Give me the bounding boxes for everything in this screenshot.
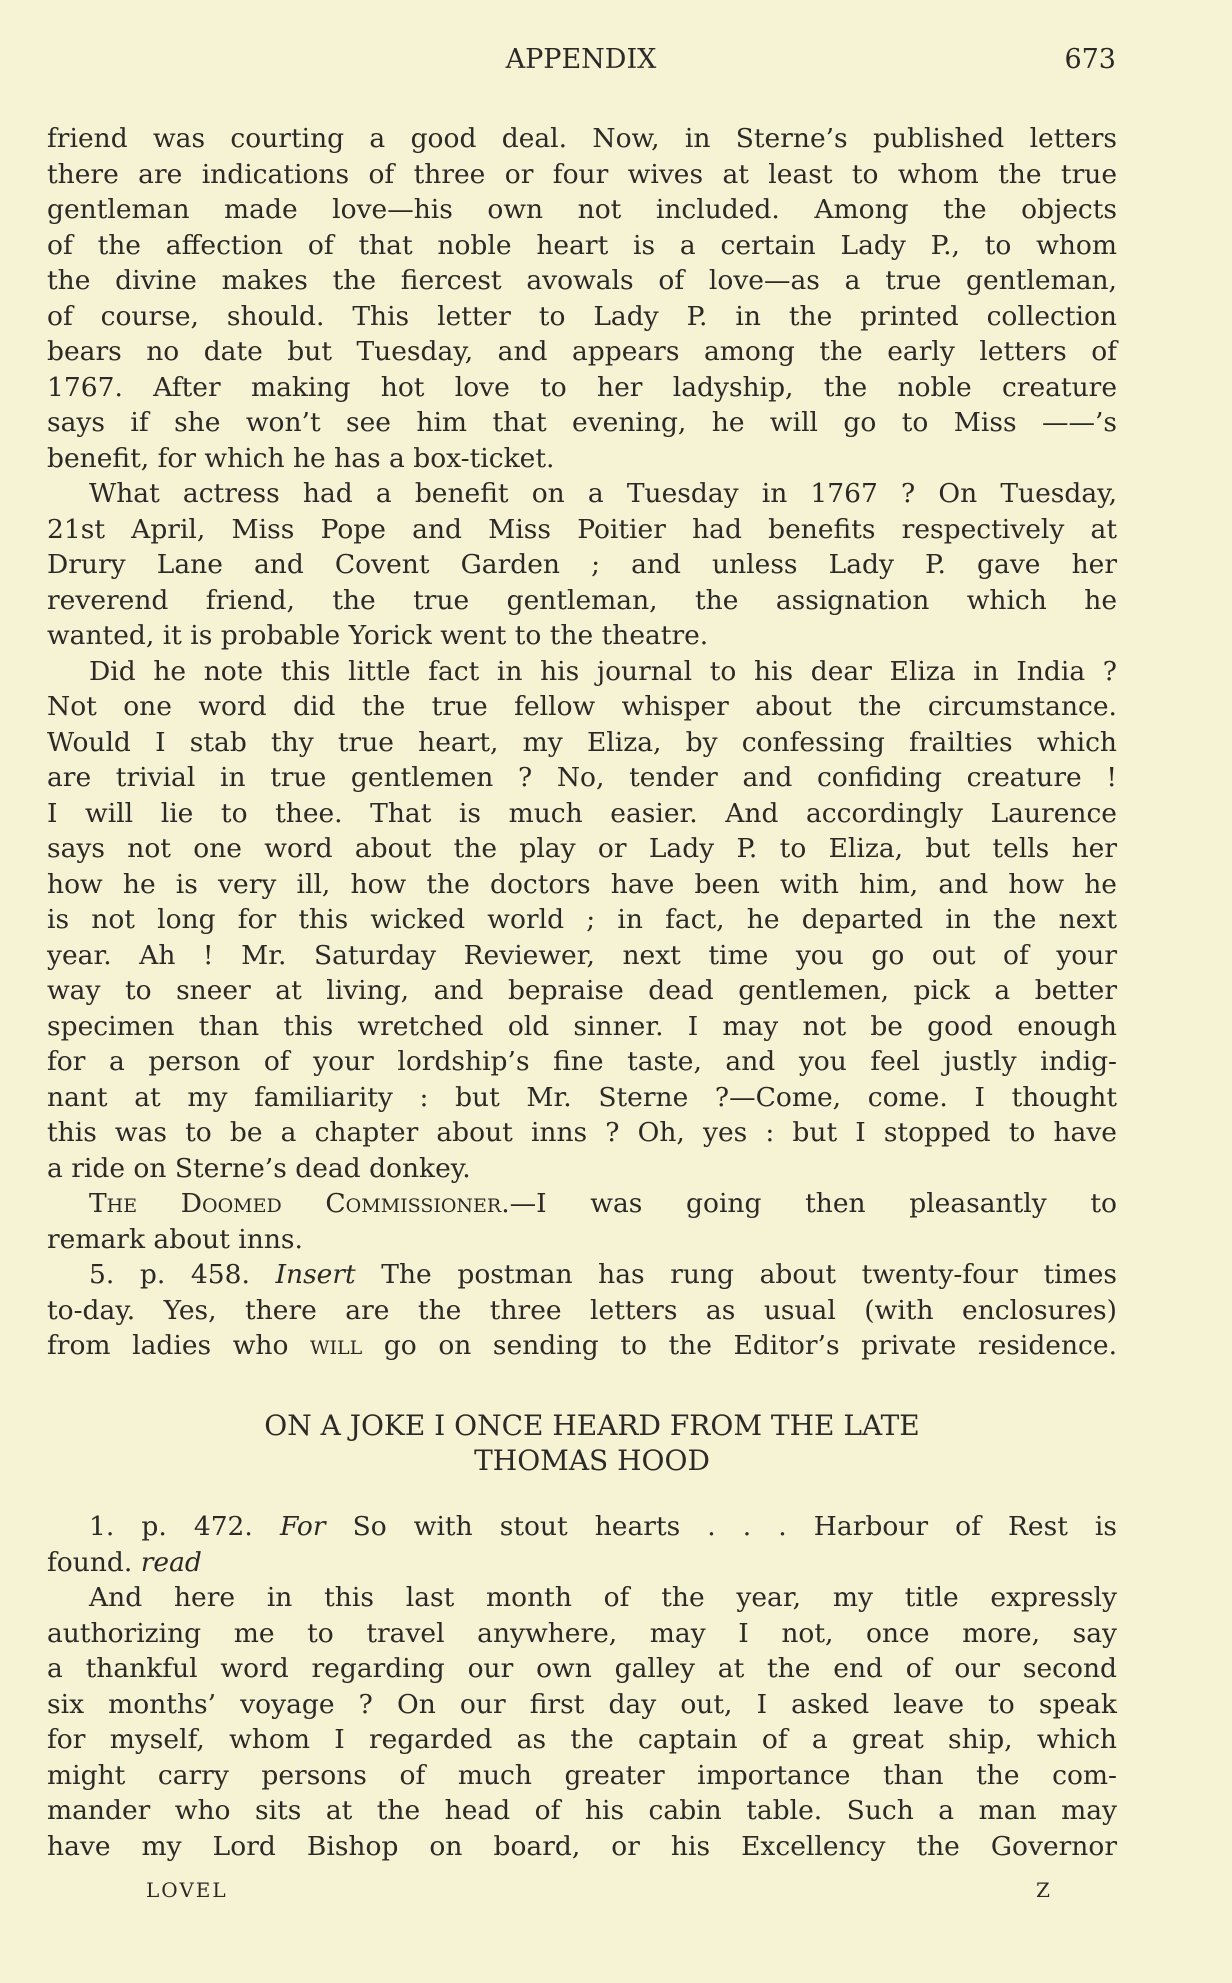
text-segment: I will lie to thee. That is much easier. And accordingly Laurence xyxy=(47,797,1117,829)
text-line xyxy=(47,299,1117,335)
text-line xyxy=(47,1009,1117,1045)
text-line xyxy=(47,618,1117,654)
text-segment: of course, should. This letter to Lady P. in the printed collection xyxy=(47,300,1117,332)
text-line xyxy=(47,1793,1117,1829)
running-head: APPENDIX xyxy=(505,44,657,75)
text-segment: a thankful word regarding our own galley at the end of our second xyxy=(47,1653,1117,1684)
footer-signature: LOVEL xyxy=(146,1878,228,1902)
text-segment: specimen than this wretched old sinner. I may not be good enough xyxy=(47,1010,1117,1042)
text-segment: 5. p. 458. xyxy=(89,1259,276,1290)
text-line xyxy=(47,1222,1117,1258)
text-segment: how he is very ill, how the doctors have been with him, and how he xyxy=(47,868,1117,900)
text-segment: remark about inns. xyxy=(47,1223,303,1255)
page-number: 673 xyxy=(1064,44,1116,75)
text-segment: —I was going then pleasantly to xyxy=(509,1188,1117,1219)
text-segment: bears no date but Tuesday, and appears among the early letters of xyxy=(47,336,1117,367)
text-line xyxy=(47,689,1117,725)
text-segment: Insert xyxy=(275,1259,356,1290)
text-segment: The postman has rung about twenty-four times xyxy=(355,1259,1117,1290)
text-segment: What actress had a benefit on a Tuesday in 1767 ? On Tuesday, xyxy=(89,478,1117,509)
text-line xyxy=(47,1829,1117,1865)
text-line xyxy=(47,547,1117,583)
text-line xyxy=(47,831,1117,867)
text-line xyxy=(47,725,1117,761)
text-segment: Did he note this little fact in his journal to his dear Eliza in India ? xyxy=(89,655,1117,687)
text-segment: For xyxy=(279,1511,326,1542)
text-segment: benefit, for which he has a box-ticket. xyxy=(47,442,555,474)
text-line xyxy=(47,796,1117,832)
text-line xyxy=(47,760,1117,796)
text-segment: go on sending to the Editor’s private residence. xyxy=(362,1330,1117,1361)
text-segment: read xyxy=(140,1546,202,1578)
text-line xyxy=(47,1651,1117,1687)
text-segment: says if she won’t see him that evening, he will go to Miss ——’s xyxy=(47,407,1117,438)
text-line xyxy=(47,1257,1117,1293)
text-line xyxy=(47,973,1117,1009)
text-line xyxy=(47,1293,1117,1329)
text-segment: gentleman made love—his own not included. Among the objects xyxy=(47,194,1117,225)
text-line xyxy=(47,1080,1117,1116)
text-segment: wanted, it is probable Yorick went to the theatre. xyxy=(47,620,709,651)
text-segment: might carry persons of much greater importance than the com- xyxy=(47,1759,1117,1791)
body-text-bottom xyxy=(47,1509,1117,1864)
text-line xyxy=(47,476,1117,512)
text-segment: for myself, whom I regarded as the captain of a great ship, which xyxy=(47,1724,1117,1755)
text-segment: to-day. Yes, there are the three letters as usual (with enclosures) xyxy=(47,1294,1117,1326)
text-segment: Not one word did the true fellow whisper about the circumstance. xyxy=(47,691,1117,722)
text-segment: nant at my familiarity : but Mr. Sterne ?—Come, come. I thought xyxy=(47,1081,1117,1113)
text-segment: Would I stab thy true heart, my Eliza, by confessing frailties which xyxy=(47,726,1117,758)
text-line xyxy=(47,1115,1117,1151)
text-segment: way to sneer at living, and bepraise dead gentlemen, pick a better xyxy=(47,975,1117,1006)
text-segment: mander who sits at the head of his cabin table. Such a man may xyxy=(47,1795,1117,1826)
text-segment: a ride on Sterne’s dead donkey. xyxy=(47,1152,471,1184)
text-segment: there are indications of three or four wives at least to whom the true xyxy=(47,158,1117,190)
text-line xyxy=(47,1509,1117,1545)
section-heading xyxy=(0,1408,1184,1478)
text-line xyxy=(47,263,1117,299)
text-line xyxy=(47,121,1117,157)
text-line xyxy=(47,1328,1117,1364)
text-line xyxy=(47,867,1117,903)
text-segment: friend was courting a good deal. Now, in Sterne’s published letters xyxy=(47,123,1117,154)
text-line xyxy=(47,1722,1117,1758)
text-line xyxy=(47,370,1117,406)
text-line xyxy=(47,1616,1117,1652)
text-line xyxy=(47,1545,1117,1581)
text-segment: from ladies who xyxy=(47,1330,310,1361)
text-line xyxy=(47,1186,1117,1222)
text-segment: The Doomed Commissioner. xyxy=(89,1188,510,1219)
text-line xyxy=(47,938,1117,974)
text-line xyxy=(47,405,1117,441)
body-text-top xyxy=(47,121,1117,1364)
text-segment: 21st April, Miss Pope and Miss Poitier had benefits respectively at xyxy=(47,513,1117,545)
text-line xyxy=(47,228,1117,264)
text-line xyxy=(47,334,1117,370)
text-segment: authorizing me to travel anywhere, may I not, once more, say xyxy=(47,1617,1117,1649)
text-segment: will xyxy=(309,1330,363,1361)
section-heading-line-1: ON A JOKE I ONCE HEARD FROM THE LATE xyxy=(264,1409,920,1442)
text-line xyxy=(47,583,1117,619)
text-segment: of the affection of that noble heart is a certain Lady P., to whom xyxy=(47,229,1117,261)
text-segment: this was to be a chapter about inns ? Oh, yes : but I stopped to have xyxy=(47,1117,1117,1148)
text-segment: six months’ voyage ? On our first day out, I asked leave to speak xyxy=(47,1688,1117,1720)
text-line xyxy=(47,654,1117,690)
text-segment: is not long for this wicked world ; in fact, he departed in the next xyxy=(47,904,1117,935)
text-segment: 1. p. 472. xyxy=(89,1511,280,1542)
text-segment: reverend friend, the true gentleman, the assignation which he xyxy=(47,584,1117,616)
text-segment: found. xyxy=(47,1546,141,1578)
text-segment: the divine makes the fiercest avowals of love—as a true gentleman, xyxy=(47,265,1117,296)
text-segment: says not one word about the play or Lady P. to Eliza, but tells her xyxy=(47,833,1117,864)
text-segment: And here in this last month of the year, my title expressly xyxy=(89,1582,1117,1613)
text-segment: Drury Lane and Covent Garden ; and unless Lady P. gave her xyxy=(47,549,1117,580)
text-segment: have my Lord Bishop on board, or his Excellency the Governor xyxy=(47,1830,1117,1862)
text-line xyxy=(47,512,1117,548)
text-line xyxy=(47,1151,1117,1187)
text-line xyxy=(47,1758,1117,1794)
footer-signature-mark: Z xyxy=(1036,1878,1052,1902)
text-line xyxy=(47,1687,1117,1723)
text-segment: So with stout hearts . . . Harbour of Rest is xyxy=(325,1511,1118,1542)
text-line xyxy=(47,1580,1117,1616)
text-line xyxy=(47,157,1117,193)
text-segment: for a person of your lordship’s fine taste, and you feel justly indig- xyxy=(47,1046,1117,1077)
text-line xyxy=(47,192,1117,228)
text-line xyxy=(47,1044,1117,1080)
section-heading-line-2: THOMAS HOOD xyxy=(474,1444,710,1477)
text-segment: 1767. After making hot love to her ladyship, the noble creature xyxy=(47,371,1117,403)
text-line xyxy=(47,902,1117,938)
text-line xyxy=(47,441,1117,477)
text-segment: are trivial in true gentlemen ? No, tender and confiding creature ! xyxy=(47,762,1117,793)
text-segment: year. Ah ! Mr. Saturday Reviewer, next time you go out of your xyxy=(47,939,1117,971)
